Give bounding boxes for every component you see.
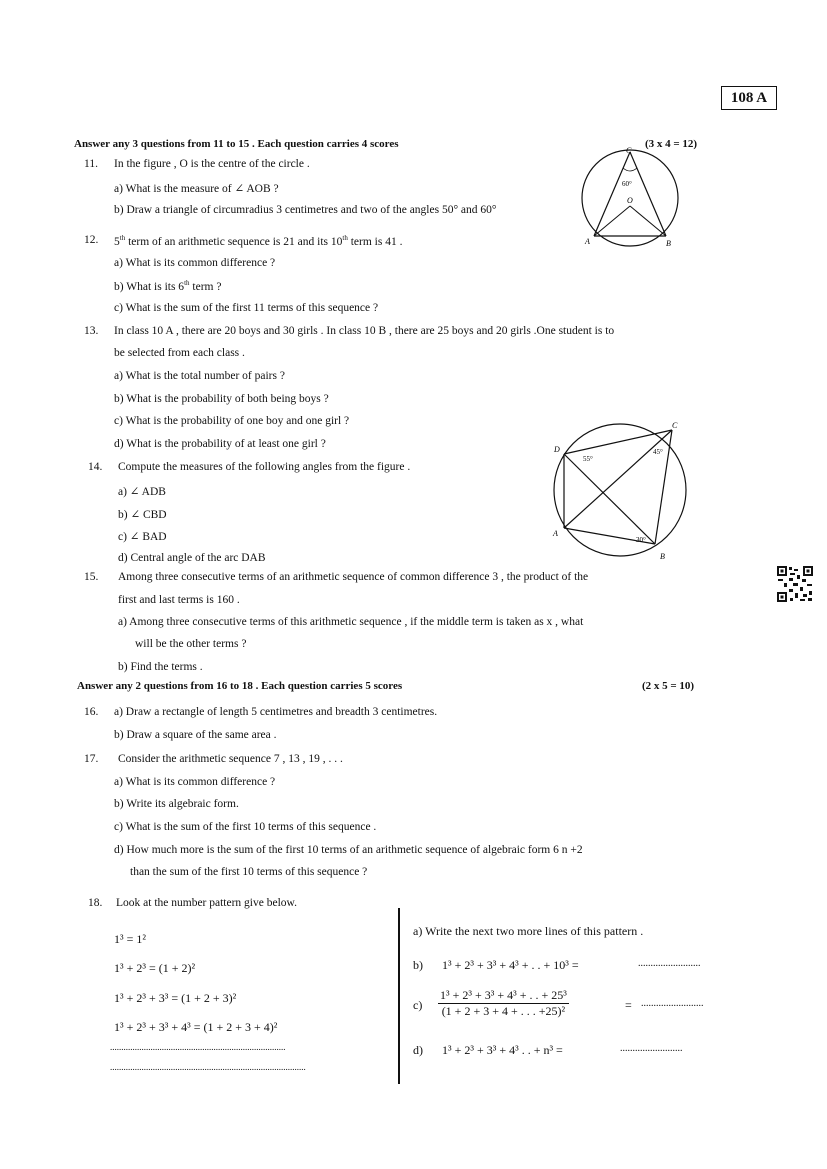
q14-b: b) ∠ CBD <box>118 509 167 521</box>
q11-a: a) What is the measure of ∠ AOB ? <box>114 183 279 195</box>
q14-number: 14. <box>88 461 103 473</box>
q14-label-b: B <box>660 552 665 561</box>
q18-c-equals: = <box>625 998 632 1012</box>
q14-label-d: D <box>554 445 560 454</box>
q18-c-fraction <box>438 988 569 1019</box>
q15-b: b) Find the terms . <box>118 661 203 673</box>
q16-b: b) Draw a square of the same area . <box>114 729 277 741</box>
q18-c-denominator: (1 + 2 + 3 + 4 + . . . +25)² <box>441 1004 566 1018</box>
q11-label-c: C <box>626 146 632 155</box>
q18-c-label: c) <box>413 998 423 1012</box>
q15-a1: a) Among three consecutive terms of this arithmetic sequence , if the middle term is taken as x , what <box>118 616 584 628</box>
q14-label-c: C <box>672 421 678 430</box>
q18-blank-line2: ....................................................................................... <box>110 1062 306 1072</box>
q18-c-numerator: 1³ + 2³ + 3³ + 4³ + . . + 25³ <box>440 988 567 1002</box>
q18-d-blank: ......................... <box>620 1043 683 1054</box>
q18-pattern-line3: 1³ + 2³ + 3³ = (1 + 2 + 3)² <box>114 991 237 1005</box>
q18-b-blank: ......................... <box>638 958 701 969</box>
q11-label-o: O <box>627 196 633 205</box>
q18-text: Look at the number pattern give below. <box>116 897 297 909</box>
q15-number: 15. <box>84 571 99 583</box>
q18-b-label: b) <box>413 958 423 972</box>
qr-code <box>776 565 814 603</box>
q14-label-a: A <box>553 529 558 538</box>
q11-number: 11. <box>84 158 98 170</box>
q18-b-expression: 1³ + 2³ + 3³ + 4³ + . . + 10³ = <box>442 958 579 972</box>
q13-line1: In class 10 A , there are 20 boys and 30 girls . In class 10 B , there are 25 boys and 20 girls .One student is to <box>114 325 615 337</box>
q17-d1: d) How much more is the sum of the first 10 terms of an arithmetic sequence of algebraic form 6 n +2 <box>114 844 583 856</box>
q17-text: Consider the arithmetic sequence 7 , 13 , 19 , . . . <box>118 753 343 765</box>
q18-pattern-line1: 1³ = 1² <box>114 932 146 946</box>
q14-c: c) ∠ BAD <box>118 531 167 543</box>
q18-d-label: d) <box>413 1043 423 1057</box>
q15-line2: first and last terms is 160 . <box>118 594 240 606</box>
q12-a: a) What is its common difference ? <box>114 257 276 269</box>
q18-pattern-line4: 1³ + 2³ + 3³ + 4³ = (1 + 2 + 3 + 4)² <box>114 1020 278 1034</box>
q17-d2: than the sum of the first 10 terms of this sequence ? <box>130 866 368 878</box>
q14-angle-45: 45° <box>653 448 663 456</box>
q14-angle-55: 55° <box>583 455 593 463</box>
q14-d: d) Central angle of the arc DAB <box>118 552 266 564</box>
q13-d: d) What is the probability of at least one girl ? <box>114 438 326 450</box>
q11-label-angle: 60° <box>622 180 632 188</box>
section2-heading: Answer any 2 questions from 16 to 18 . Each question carries 5 scores <box>77 680 403 692</box>
section2-marks: (2 x 5 = 10) <box>642 680 695 692</box>
q17-a: a) What is its common difference ? <box>114 776 276 788</box>
q14-a: a) ∠ ADB <box>118 486 166 498</box>
q18-d-expression: 1³ + 2³ + 3³ + 4³ . . + n³ = <box>442 1043 563 1057</box>
q17-b: b) Write its algebraic form. <box>114 798 239 810</box>
q11-label-b: B <box>666 239 671 248</box>
q13-b: b) What is the probability of both being boys ? <box>114 393 329 405</box>
q18-divider <box>398 908 400 1084</box>
q17-c: c) What is the sum of the first 10 terms of this sequence . <box>114 821 377 833</box>
q14-text: Compute the measures of the following angles from the figure . <box>118 461 411 473</box>
q16-a: a) Draw a rectangle of length 5 centimetres and breadth 3 centimetres. <box>114 706 438 718</box>
q11-text: In the figure , O is the centre of the circle . <box>114 158 310 170</box>
q18-number: 18. <box>88 897 103 909</box>
q18-a: a) Write the next two more lines of this pattern . <box>413 924 644 938</box>
q11-label-a: A <box>585 237 590 246</box>
q14-angle-30: 30° <box>636 536 646 544</box>
q13-number: 13. <box>84 325 99 337</box>
q12-text: 5th term of an arithmetic sequence is 21 and its 10th term is 41 . <box>114 234 403 248</box>
q11-circle-figure <box>578 144 683 252</box>
q17-number: 17. <box>84 753 99 765</box>
q18-c-blank: ......................... <box>641 998 704 1009</box>
q13-c: c) What is the probability of one boy and one girl ? <box>114 415 350 427</box>
q12-b: b) What is its 6th term ? <box>114 279 222 293</box>
q14-circle-figure <box>550 416 690 564</box>
section1-heading: Answer any 3 questions from 11 to 15 . Each question carries 4 scores <box>74 138 399 150</box>
q13-a: a) What is the total number of pairs ? <box>114 370 285 382</box>
q13-line2: be selected from each class . <box>114 347 245 359</box>
q18-pattern-line2: 1³ + 2³ = (1 + 2)² <box>114 961 196 975</box>
q15-a2: will be the other terms ? <box>135 638 247 650</box>
q15-line1: Among three consecutive terms of an arithmetic sequence of common difference 3 , the product of the <box>118 571 589 583</box>
q11-b: b) Draw a triangle of circumradius 3 centimetres and two of the angles 50° and 60° <box>114 204 497 216</box>
q12-number: 12. <box>84 234 99 246</box>
q16-number: 16. <box>84 706 99 718</box>
q12-c: c) What is the sum of the first 11 terms of this sequence ? <box>114 302 379 314</box>
section1-marks: (3 x 4 = 12) <box>645 138 698 150</box>
paper-code: 108 A <box>721 86 777 110</box>
q18-blank-line1: .............................................................................. <box>110 1042 286 1052</box>
